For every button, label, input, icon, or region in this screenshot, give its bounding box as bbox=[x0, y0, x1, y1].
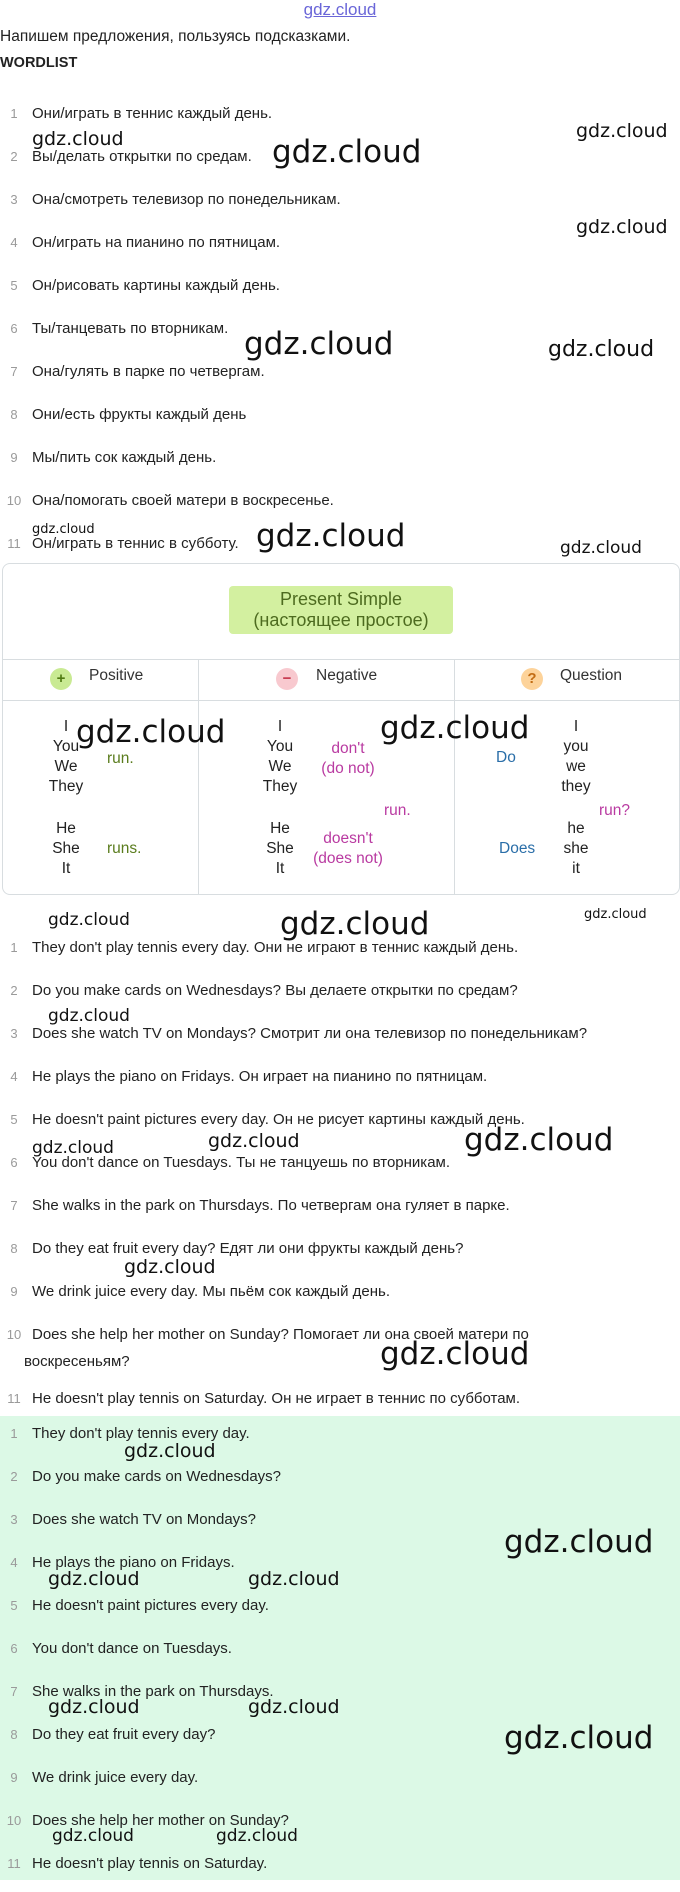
task-text: Она/смотреть телевизор по понедельникам. bbox=[32, 191, 341, 208]
answer-number: 10 bbox=[6, 1813, 22, 1828]
watermark: gdz.cloud bbox=[76, 714, 226, 750]
answer-number: 4 bbox=[10, 1555, 18, 1570]
exercise-instruction: Напишем предложения, пользуясь подсказками. bbox=[0, 28, 351, 45]
watermark: gdz.cloud bbox=[216, 1826, 298, 1846]
answer-number: 11 bbox=[7, 1856, 21, 1871]
translation-row bbox=[0, 1327, 680, 1383]
answer-text: She walks in the park on Thursdays. bbox=[32, 1683, 274, 1700]
task-row bbox=[0, 364, 680, 400]
translation-row bbox=[0, 1198, 680, 1234]
answer-number: 9 bbox=[10, 1770, 18, 1785]
watermark: gdz.cloud bbox=[584, 907, 647, 922]
translation-row bbox=[0, 1241, 680, 1277]
divider bbox=[3, 700, 679, 701]
answer-number: 5 bbox=[10, 1598, 18, 1613]
task-text: Они/играть в теннис каждый день. bbox=[32, 105, 273, 122]
watermark: gdz.cloud bbox=[248, 1696, 340, 1718]
task-number: 9 bbox=[10, 450, 18, 465]
translation-text: We drink juice every day. Мы пьём сок каждый день. bbox=[32, 1283, 391, 1300]
watermark: gdz.cloud bbox=[380, 710, 530, 746]
answer-row bbox=[0, 1426, 680, 1462]
question-pronouns-singular: he she it bbox=[563, 820, 589, 877]
translation-text: He doesn't paint pictures every day. Он не рисует картины каждый день. bbox=[32, 1111, 525, 1128]
translation-row bbox=[0, 940, 680, 976]
translation-text: He plays the piano on Fridays. Он играет на пианино по пятницам. bbox=[32, 1068, 488, 1085]
watermark: gdz.cloud bbox=[504, 1524, 654, 1560]
question-header: Question bbox=[560, 667, 623, 684]
answers-panel bbox=[0, 1416, 680, 1880]
task-number: 2 bbox=[10, 149, 18, 164]
translation-number: 1 bbox=[10, 940, 18, 955]
task-text: Она/помогать своей матери в воскресенье. bbox=[32, 492, 334, 509]
divider bbox=[198, 659, 199, 894]
watermark: gdz.cloud bbox=[48, 910, 130, 930]
translation-number: 3 bbox=[10, 1026, 18, 1041]
watermark: gdz.cloud bbox=[124, 1440, 216, 1462]
answer-text: He doesn't play tennis on Saturday. bbox=[32, 1855, 268, 1872]
task-number: 4 bbox=[10, 235, 18, 250]
task-number: 1 bbox=[10, 106, 18, 121]
task-row bbox=[0, 450, 680, 486]
task-number: 10 bbox=[6, 493, 22, 508]
translation-number: 9 bbox=[10, 1284, 18, 1299]
answer-number: 1 bbox=[10, 1426, 18, 1441]
task-number: 7 bbox=[10, 364, 18, 379]
negative-aux-doesnt: doesn't (does not) bbox=[313, 830, 383, 867]
watermark: gdz.cloud bbox=[504, 1720, 654, 1756]
watermark: gdz.cloud bbox=[48, 1696, 140, 1718]
positive-header: Positive bbox=[89, 667, 144, 684]
answer-text: Does she help her mother on Sunday? bbox=[32, 1812, 289, 1829]
watermark: gdz.cloud bbox=[576, 120, 668, 142]
translation-number: 4 bbox=[10, 1069, 18, 1084]
translation-number: 10 bbox=[6, 1327, 22, 1342]
answer-text: He plays the piano on Fridays. bbox=[32, 1554, 235, 1571]
answer-text: Do they eat fruit every day? bbox=[32, 1726, 216, 1743]
translation-text: He doesn't play tennis on Saturday. Он не играет в теннис по субботам. bbox=[32, 1390, 521, 1407]
watermark: gdz.cloud bbox=[124, 1256, 216, 1278]
translation-number: 8 bbox=[10, 1241, 18, 1256]
translation-text: Does she watch TV on Mondays? Смотрит ли она телевизор по понедельникам? bbox=[32, 1025, 588, 1042]
task-number: 3 bbox=[10, 192, 18, 207]
translation-row bbox=[0, 1069, 680, 1105]
answer-number: 8 bbox=[10, 1727, 18, 1742]
answer-text: We drink juice every day. bbox=[32, 1769, 199, 1786]
answer-text: Do you make cards on Wednesdays? bbox=[32, 1468, 282, 1485]
watermark: gdz.cloud bbox=[52, 1826, 134, 1846]
task-text: Она/гулять в парке по четвергам. bbox=[32, 363, 265, 380]
watermark: gdz.cloud bbox=[464, 1122, 614, 1158]
task-text: Он/играть на пианино по пятницам. bbox=[32, 234, 281, 251]
grammar-title bbox=[229, 586, 453, 634]
task-text: Вы/делать открытки по средам. bbox=[32, 148, 252, 165]
watermark: gdz.cloud bbox=[548, 337, 655, 362]
question-icon: ? bbox=[521, 668, 543, 690]
watermark: gdz.cloud bbox=[32, 522, 95, 537]
translation-text: Does she help her mother on Sunday? Помогает ли она своей матери по bbox=[32, 1326, 529, 1343]
question-verb: run? bbox=[599, 802, 631, 819]
translation-row bbox=[0, 1155, 680, 1191]
positive-pronouns-singular: He She It bbox=[52, 820, 80, 877]
translation-number: 6 bbox=[10, 1155, 18, 1170]
watermark: gdz.cloud bbox=[256, 518, 406, 554]
answer-text: You don't dance on Tuesdays. bbox=[32, 1640, 232, 1657]
watermark: gdz.cloud bbox=[280, 906, 430, 942]
negative-pronouns-singular: He She It bbox=[266, 820, 294, 877]
task-number: 8 bbox=[10, 407, 18, 422]
wordlist-label: WORDLIST bbox=[0, 55, 78, 71]
watermark: gdz.cloud bbox=[380, 1336, 530, 1372]
watermark: gdz.cloud bbox=[32, 1138, 114, 1158]
translation-text-continued: воскресеньям? bbox=[24, 1353, 130, 1370]
task-text: Они/есть фрукты каждый день bbox=[32, 406, 247, 423]
translation-number: 11 bbox=[7, 1391, 21, 1406]
negative-pronouns-plural: I You We They bbox=[262, 718, 298, 795]
plus-icon: + bbox=[50, 668, 72, 690]
task-text: Мы/пить сок каждый день. bbox=[32, 449, 217, 466]
translation-row bbox=[0, 1026, 680, 1062]
divider bbox=[3, 659, 679, 660]
watermark: gdz.cloud bbox=[244, 326, 394, 362]
task-text: Ты/танцевать по вторникам. bbox=[32, 320, 229, 337]
watermark: gdz.cloud bbox=[560, 538, 642, 558]
grammar-title-line: Present Simple bbox=[279, 589, 403, 609]
positive-verb: run. bbox=[107, 750, 134, 767]
answer-number: 7 bbox=[10, 1684, 18, 1699]
translation-row bbox=[0, 1284, 680, 1320]
translation-number: 5 bbox=[10, 1112, 18, 1127]
task-text: Он/играть в теннис в субботу. bbox=[32, 535, 239, 552]
divider bbox=[454, 659, 455, 894]
answer-text: He doesn't paint pictures every day. bbox=[32, 1597, 269, 1614]
task-number: 11 bbox=[7, 536, 21, 551]
answer-row bbox=[0, 1770, 680, 1806]
watermark: gdz.cloud bbox=[248, 1568, 340, 1590]
task-text: Он/рисовать картины каждый день. bbox=[32, 277, 280, 294]
answer-text: Does she watch TV on Mondays? bbox=[32, 1511, 257, 1528]
translation-text: You don't dance on Tuesdays. Ты не танцуешь по вторникам. bbox=[32, 1154, 451, 1171]
watermark: gdz.cloud bbox=[48, 1006, 130, 1026]
translation-text: They don't play tennis every day. Они не играют в теннис каждый день. bbox=[32, 939, 519, 956]
watermark: gdz.cloud bbox=[208, 1130, 300, 1152]
positive-verb-s: runs. bbox=[107, 840, 142, 857]
question-aux-do: Do bbox=[496, 749, 516, 766]
answer-text: They don't play tennis every day. bbox=[32, 1425, 250, 1442]
translation-number: 7 bbox=[10, 1198, 18, 1213]
answer-row bbox=[0, 1641, 680, 1677]
watermark: gdz.cloud bbox=[32, 128, 124, 150]
translation-text: Do you make cards on Wednesdays? Вы делаете открытки по средам? bbox=[32, 982, 518, 999]
task-row bbox=[0, 235, 680, 271]
task-number: 5 bbox=[10, 278, 18, 293]
task-number: 6 bbox=[10, 321, 18, 336]
question-pronouns-plural: I you we they bbox=[561, 718, 591, 795]
answer-row bbox=[0, 1598, 680, 1634]
watermark: gdz.cloud bbox=[576, 216, 668, 238]
watermark: gdz.cloud bbox=[48, 1568, 140, 1590]
translation-number: 2 bbox=[10, 983, 18, 998]
positive-pronouns-plural: I You We They bbox=[48, 718, 84, 795]
answer-row bbox=[0, 1469, 680, 1505]
watermark: gdz.cloud bbox=[272, 134, 422, 170]
translation-text: Do they eat fruit every day? Едят ли они фрукты каждый день? bbox=[32, 1240, 464, 1257]
negative-header: Negative bbox=[316, 667, 378, 684]
answer-number: 3 bbox=[10, 1512, 18, 1527]
negative-aux-dont: don't (do not) bbox=[321, 740, 375, 777]
translation-text: She walks in the park on Thursdays. По четвергам она гуляет в парке. bbox=[32, 1197, 510, 1214]
task-row bbox=[0, 278, 680, 314]
site-title-link[interactable]: gdz.cloud bbox=[303, 0, 377, 19]
negative-verb: run. bbox=[384, 802, 411, 819]
task-row bbox=[0, 407, 680, 443]
answer-number: 2 bbox=[10, 1469, 18, 1484]
answer-number: 6 bbox=[10, 1641, 18, 1656]
question-aux-does: Does bbox=[499, 840, 536, 857]
answer-row bbox=[0, 1856, 680, 1892]
minus-icon: − bbox=[276, 668, 298, 690]
grammar-subtitle-line: (настоящее простое) bbox=[253, 610, 429, 630]
